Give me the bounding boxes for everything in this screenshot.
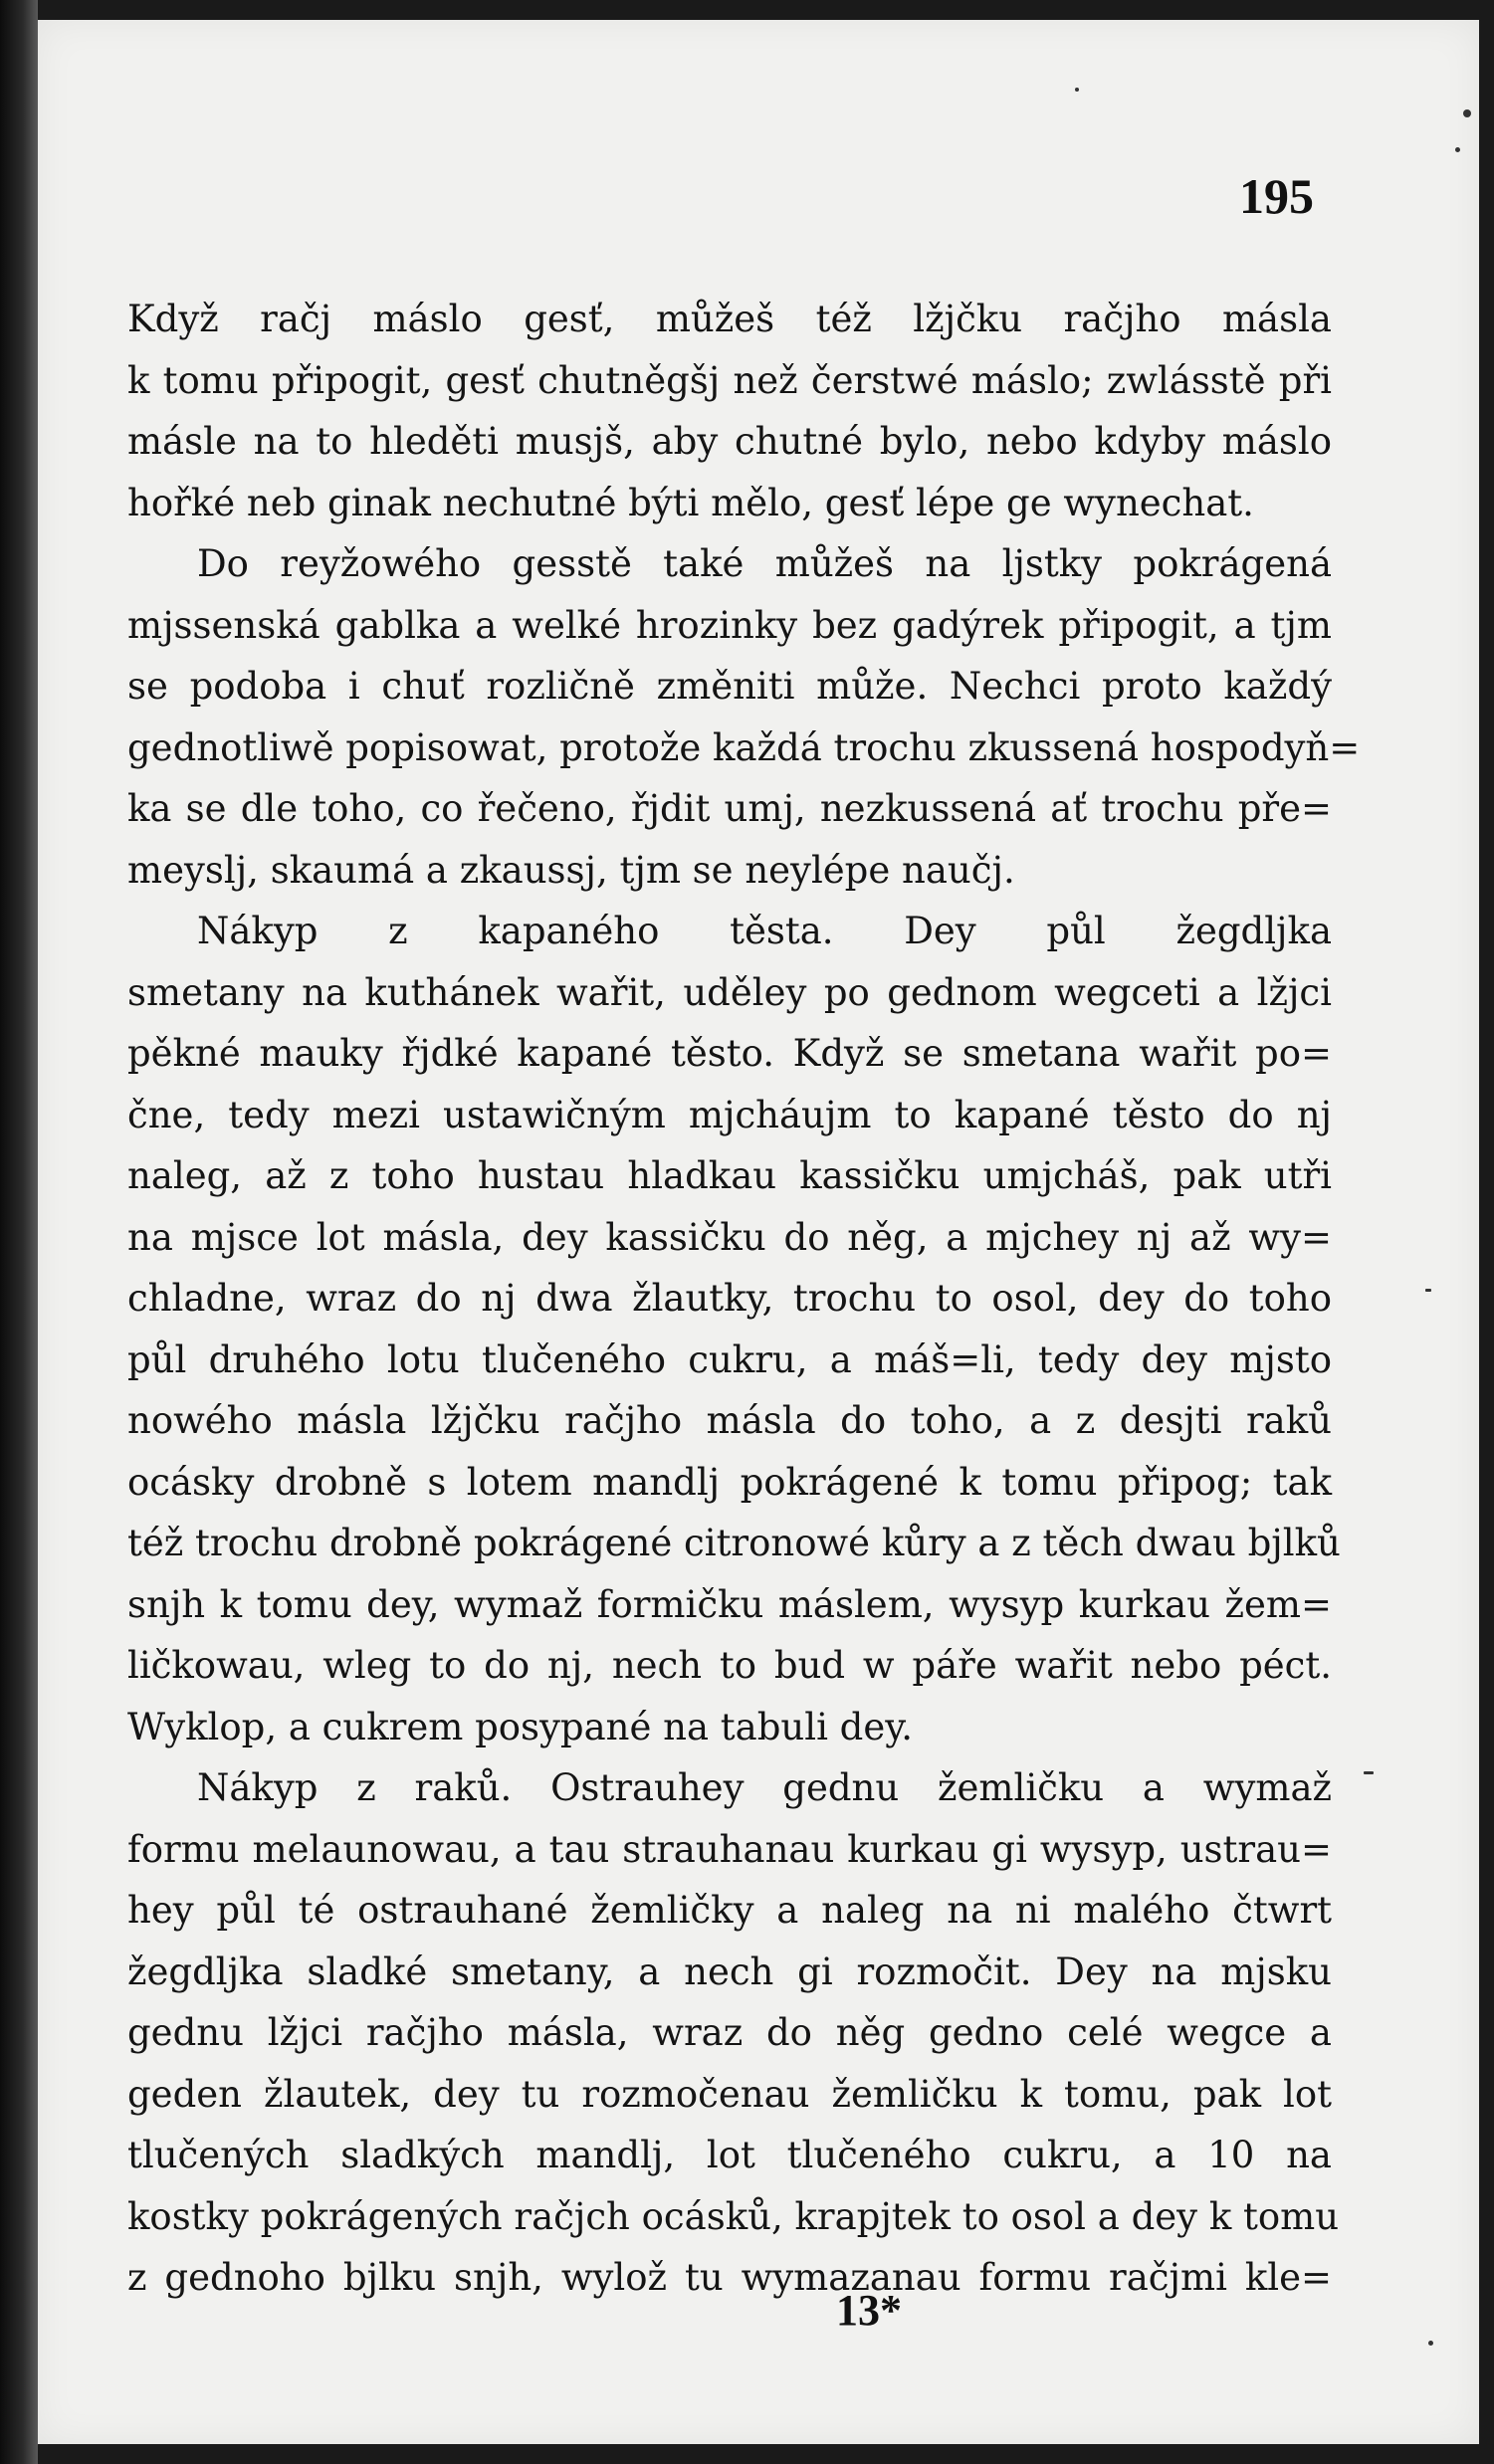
paragraph-start-line: Do reyžowého gesstě také můžeš na ljstky pokrágená (197, 542, 1332, 585)
text-line: ka se dle toho, co řečeno, řjdit umj, nezkussená ať trochu pře= (127, 787, 1332, 830)
text-line: Wyklop, a cukrem posypané na tabuli dey. (127, 1705, 914, 1748)
text-line: též trochu drobně pokrágené citronowé kůry a z těch dwau bjlků (127, 1522, 1341, 1564)
text-line: k tomu připogit, gesť chutněgšj než čerstwé máslo; zwlásstě při (127, 358, 1332, 402)
scan-speck (1364, 1771, 1374, 1774)
text-line: gednotliwě popisowat, protože každá trochu zkussená hospodyň= (127, 725, 1361, 769)
text-line: tlučených sladkých mandlj, lot tlučeného cukru, a 10 na (127, 2134, 1332, 2176)
scan-speck (1455, 147, 1460, 152)
text-line: gednu lžjci račjho másla, wraz do něg gedno celé wegce a (127, 2011, 1332, 2054)
text-line: ocásky drobně s lotem mandlj pokrágené k tomu připog; tak (127, 1460, 1332, 1504)
scan-speck (1425, 1289, 1431, 1292)
scan-speck (1463, 109, 1471, 117)
text-line: se podoba i chuť rozličně změniti může. Nechci proto každý (127, 665, 1332, 708)
scan-left-edge (0, 0, 38, 2464)
text-line: ličkowau, wleg to do nj, nech to bud w páře wařit nebo péct. (127, 1644, 1332, 1687)
text-line: z gednoho bjlku snjh, wylož tu wymazanau formu račjmi kle= (127, 2256, 1332, 2299)
page-number: 195 (1239, 168, 1314, 224)
text-line: čne, tedy mezi ustawičným mjcháujm to kapané těsto do nj (127, 1093, 1332, 1136)
text-line: chladne, wraz do nj dwa žlautky, trochu to osol, dey do toho (127, 1277, 1332, 1320)
text-line: naleg, až z toho hustau hladkau kassičku umjcháš, pak utři (127, 1154, 1332, 1197)
recipe-heading-line: Nákyp z raků. Ostrauhey gednu žemličku a wymaž (197, 1766, 1332, 1809)
text-line: formu melaunowau, a tau strauhanau kurkau gi wysyp, ustrau= (127, 1827, 1332, 1871)
text-line: půl druhého lotu tlučeného cukru, a máš=li, tedy dey mjsto (127, 1337, 1332, 1381)
text-line: meyslj, skaumá a zkaussj, tjm se neylépe naučj. (127, 848, 1015, 892)
text-line: žegdljka sladké smetany, a nech gi rozmočit. Dey na mjsku (127, 1950, 1332, 1993)
text-line: na mjsce lot másla, dey kassičku do něg, a mjchey nj až wy= (127, 1215, 1332, 1259)
body-text (127, 289, 1361, 2309)
text-line: smetany na kuthánek wařit, uděley po gednom wegceti a lžjci (127, 970, 1332, 1014)
text-line: pěkné mauky řjdké kapané těsto. Když se smetana wařit po= (127, 1032, 1332, 1075)
signature-mark: 13* (836, 2286, 902, 2335)
scan-speck (1075, 88, 1079, 92)
text-line: másle na to hleděti musjš, aby chutné bylo, nebo kdyby máslo (127, 420, 1332, 463)
text-line: geden žlautek, dey tu rozmočenau žemličku k tomu, pak lot (127, 2072, 1332, 2116)
text-line: kostky pokrágených račjch ocásků, krapjtek to osol a dey k tomu (127, 2194, 1340, 2238)
text-line: Když račj máslo gesť, můžeš též lžjčku račjho másla (127, 298, 1332, 340)
text-line: hey půl té ostrauhané žemličky a naleg na ni malého čtwrt (127, 1889, 1332, 1932)
text-line: mjssenská gablka a welké hrozinky bez gadýrek připogit, a tjm (127, 603, 1332, 647)
recipe-heading-line: Nákyp z kapaného těsta. Dey půl žegdljka (197, 910, 1332, 952)
text-line: hořké neb ginak nechutné býti mělo, gesť lépe ge wynechat. (127, 481, 1254, 524)
text-line: nowého másla lžjčku račjho másla do toho, a z desjti raků (127, 1399, 1332, 1442)
text-line: snjh k tomu dey, wymaž formičku máslem, wysyp kurkau žem= (127, 1582, 1332, 1626)
scan-speck (1428, 2341, 1433, 2346)
